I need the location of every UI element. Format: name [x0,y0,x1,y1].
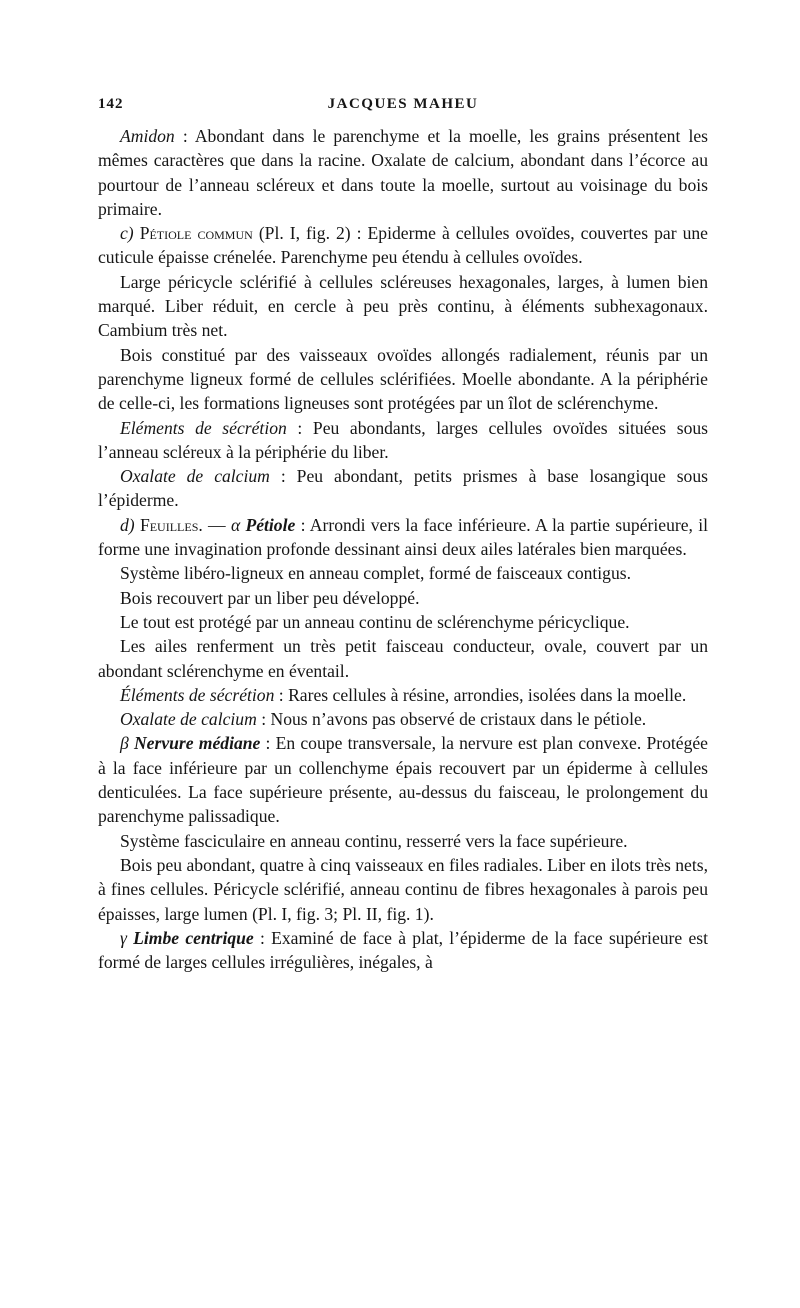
section-marker: c) [120,223,140,244]
paragraph-petiole-commun [98,221,708,270]
paragraph-pericycle [98,270,708,343]
paragraph-bois-recouvert [98,586,708,610]
paragraph-bois [98,343,708,416]
greek-marker: α [230,514,241,535]
paragraph-limbe-centrique [98,926,708,975]
paragraph-text: Bois peu abondant, quatre à cinq vaisseaux en files radiales. Liber en ilots très nets, à fines cellules. Péricycle sclérifié, anneau continu de fibres hexagonales à parois peu épaisses, large lumen (Pl. I, fig. 3; Pl. II, fig. 1). [98,854,708,924]
paragraph-systeme-libero [98,561,708,585]
paragraph-elements-secretion [98,416,708,465]
paragraph-text: : Nous n’avons pas observé de cristaux dans le pétiole. [256,709,647,730]
paragraph-lead: Amidon [120,126,175,146]
paragraph-text: Les ailes renferment un très petit faisceau conducteur, ovale, couvert par un abondant sclérenchyme en éventail. [98,636,708,681]
page-number: 142 [98,96,124,112]
paragraph-lead: Oxalate de calcium [120,466,270,487]
paragraph-text: : Abondant dans le parenchyme et la moelle, les grains présentent les mêmes caractères que dans la racine. Oxalate de calcium, abondant dans l’écorce au pourtour de l’anneau scléreux et dans toute la moelle, surtout au voisinage du bois primaire. [98,126,708,219]
paragraph-text: : Arrondi vers la face inférieure. A la partie supérieure, il forme une invagination profonde dessinant ainsi deux ailes latérales bien marquées. [98,514,708,560]
paragraph-feuilles [98,513,708,562]
paragraph-text: : En coupe transversale, la nervure est plan convexe. Protégée à la face inférieure par un collenchyme épais recouvert par un épiderme à cellules denticulées. La face supérieure présente, au-dessus du faisceau, le prolongement du parenchyme palissadique. [98,733,708,827]
subsection-title: Nervure médiane [133,733,261,754]
paragraph-lead: Eléments de sécrétion [120,417,287,438]
running-head: JACQUES MAHEU [327,96,479,112]
section-heading: Feuilles. [139,514,203,535]
paragraph-le-tout [98,610,708,634]
paragraph-text: : Peu abondant, petits prismes à base losangique sous l’épiderme. [98,466,708,511]
section-heading: Pétiole commun [139,223,253,244]
paragraph-lead: Oxalate de calcium [120,709,257,730]
paragraph-elements-secretion-2 [98,683,708,707]
paragraph-lead: Éléments de sécrétion [120,684,275,705]
subsection-title: Pétiole [245,514,296,535]
paragraph-oxalate-2 [98,707,708,731]
page-header [98,96,708,120]
section-marker: d) [120,514,140,535]
paragraph-systeme-fasciculaire [98,829,708,853]
separator: — [202,514,231,535]
paragraph-nervure-mediane [98,731,708,828]
paragraph-text: Système libéro-ligneux en anneau complet, formé de faisceaux contigus. [120,563,632,584]
paragraph-text: Le tout est protégé par un anneau continu de sclérenchyme péricyclique. [120,611,630,632]
paragraph-bois-peu-abondant [98,853,708,926]
paragraph-text: (Pl. I, fig. 2) : Epiderme à cellules ovoïdes, couvertes par une cuticule épaisse crénelée. Parenchyme peu étendu à cellules ovoïdes. [98,223,708,268]
subsection-title: Limbe centrique [133,927,254,948]
paragraph-text: Système fasciculaire en anneau continu, resserré vers la face supérieure. [120,830,628,851]
body-text [98,124,708,974]
paragraph-text: : Rares cellules à résine, arrondies, isolées dans la moelle. [274,684,687,705]
paragraph-ailes [98,634,708,683]
paragraph-oxalate [98,464,708,513]
greek-marker: γ [120,927,127,948]
paragraph-text: : Examiné de face à plat, l’épiderme de la face supérieure est formé de larges cellules irrégulières, inégales, à [98,927,708,973]
greek-marker: β [120,733,129,754]
paragraph-text: Bois constitué par des vaisseaux ovoïdes allongés radialement, réunis par un parenchyme ligneux formé de cellules sclérifiées. Moelle abondante. A la périphérie de celle-ci, les formations ligneuses sont protégées par un îlot de sclérenchyme. [98,344,708,414]
paragraph-amidon [98,124,708,221]
paragraph-text: : Peu abondants, larges cellules ovoïdes situées sous l’anneau scléreux à la périphérie du liber. [98,417,709,462]
paragraph-text: Bois recouvert par un liber peu développé. [120,587,420,608]
paragraph-text: Large péricycle sclérifié à cellules scléreuses hexagonales, larges, à lumen bien marqué. Liber réduit, en cercle à peu près continu, à éléments subhexagonaux. Cambium très net. [98,271,708,341]
